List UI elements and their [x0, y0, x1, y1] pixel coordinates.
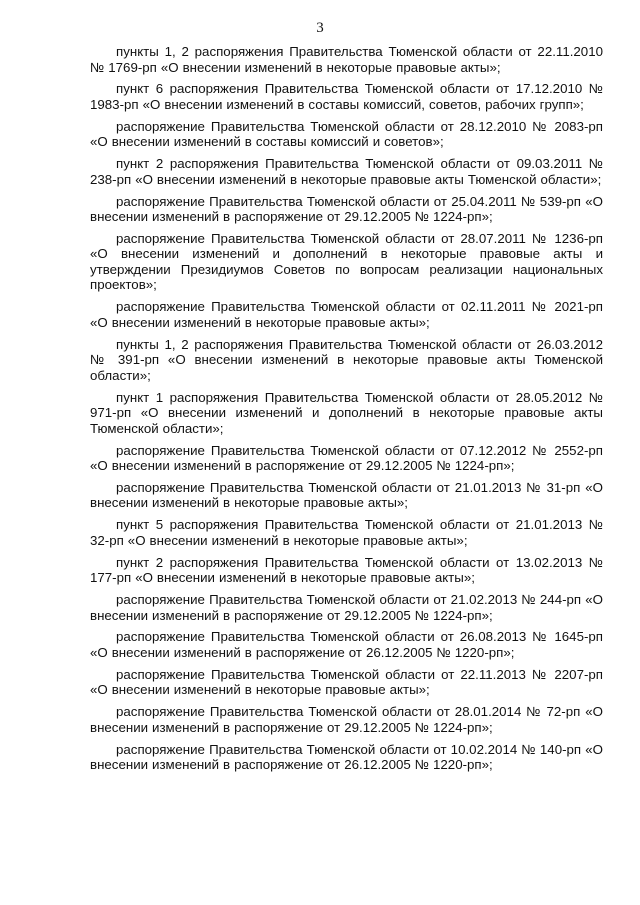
- list-item: пункт 2 распоряжения Правительства Тюменской области от 13.02.2013 № 177-рп «О внесении изменений в некоторые правовые акты»;: [90, 554, 603, 586]
- list-item: распоряжение Правительства Тюменской области от 28.12.2010 № 2083-рп «О внесении изменений в составы комиссий и советов»;: [90, 118, 603, 150]
- list-item: распоряжение Правительства Тюменской области от 28.07.2011 № 1236-рп «О внесении изменений и дополнений в некоторые правовые акты и утверждении Президиумов Советов по вопросам реализации национальных проектов»;: [90, 230, 603, 293]
- list-item: распоряжение Правительства Тюменской области от 28.01.2014 № 72-рп «О внесении изменений в распоряжение от 29.12.2005 № 1224-рп»;: [90, 704, 603, 735]
- list-item: распоряжение Правительства Тюменской области от 21.02.2013 № 244-рп «О внесении изменений в распоряжение от 29.12.2005 № 1224-рп»;: [90, 592, 603, 623]
- list-item: пункт 1 распоряжения Правительства Тюменской области от 28.05.2012 № 971-рп «О внесении изменений и дополнений в некоторые правовые акты Тюменской области»;: [90, 389, 603, 436]
- list-item: распоряжение Правительства Тюменской области от 21.01.2013 № 31-рп «О внесении изменений в некоторые правовые акты»;: [90, 479, 603, 511]
- list-item: пункты 1, 2 распоряжения Правительства Тюменской области от 22.11.2010 № 1769-рп «О внесении изменений в некоторые правовые акты»;: [90, 44, 603, 75]
- document-body: [90, 44, 603, 779]
- list-item: распоряжение Правительства Тюменской области от 22.11.2013 № 2207-рп «О внесении изменений в некоторые правовые акты»;: [90, 666, 603, 698]
- list-item: пункт 6 распоряжения Правительства Тюменской области от 17.12.2010 № 1983-рп «О внесении изменений в составы комиссий, советов, рабочих групп»;: [90, 81, 603, 112]
- list-item: распоряжение Правительства Тюменской области от 02.11.2011 № 2021-рп «О внесении изменений в некоторые правовые акты»;: [90, 299, 603, 330]
- list-item: распоряжение Правительства Тюменской области от 25.04.2011 № 539-рп «О внесении изменений в распоряжение от 29.12.2005 № 1224-рп»;: [90, 193, 603, 225]
- list-item: распоряжение Правительства Тюменской области от 26.08.2013 № 1645-рп «О внесении изменений в распоряжение от 26.12.2005 № 1220-рп»;: [90, 629, 603, 660]
- list-item: пункт 5 распоряжения Правительства Тюменской области от 21.01.2013 № 32-рп «О внесении изменений в некоторые правовые акты»;: [90, 517, 603, 548]
- page-number: 3: [316, 20, 324, 36]
- list-item: пункты 1, 2 распоряжения Правительства Тюменской области от 26.03.2012 № 391-рп «О внесении изменений в некоторые правовые акты Тюменской области»;: [90, 336, 603, 383]
- list-item: распоряжение Правительства Тюменской области от 07.12.2012 № 2552-рп «О внесении изменений в распоряжение от 29.12.2005 № 1224-рп»;: [90, 442, 603, 474]
- list-item: пункт 2 распоряжения Правительства Тюменской области от 09.03.2011 № 238-рп «О внесении изменений в некоторые правовые акты Тюменской области»;: [90, 156, 603, 187]
- list-item: распоряжение Правительства Тюменской области от 10.02.2014 № 140-рп «О внесении изменений в распоряжение от 26.12.2005 № 1220-рп»;: [90, 741, 603, 773]
